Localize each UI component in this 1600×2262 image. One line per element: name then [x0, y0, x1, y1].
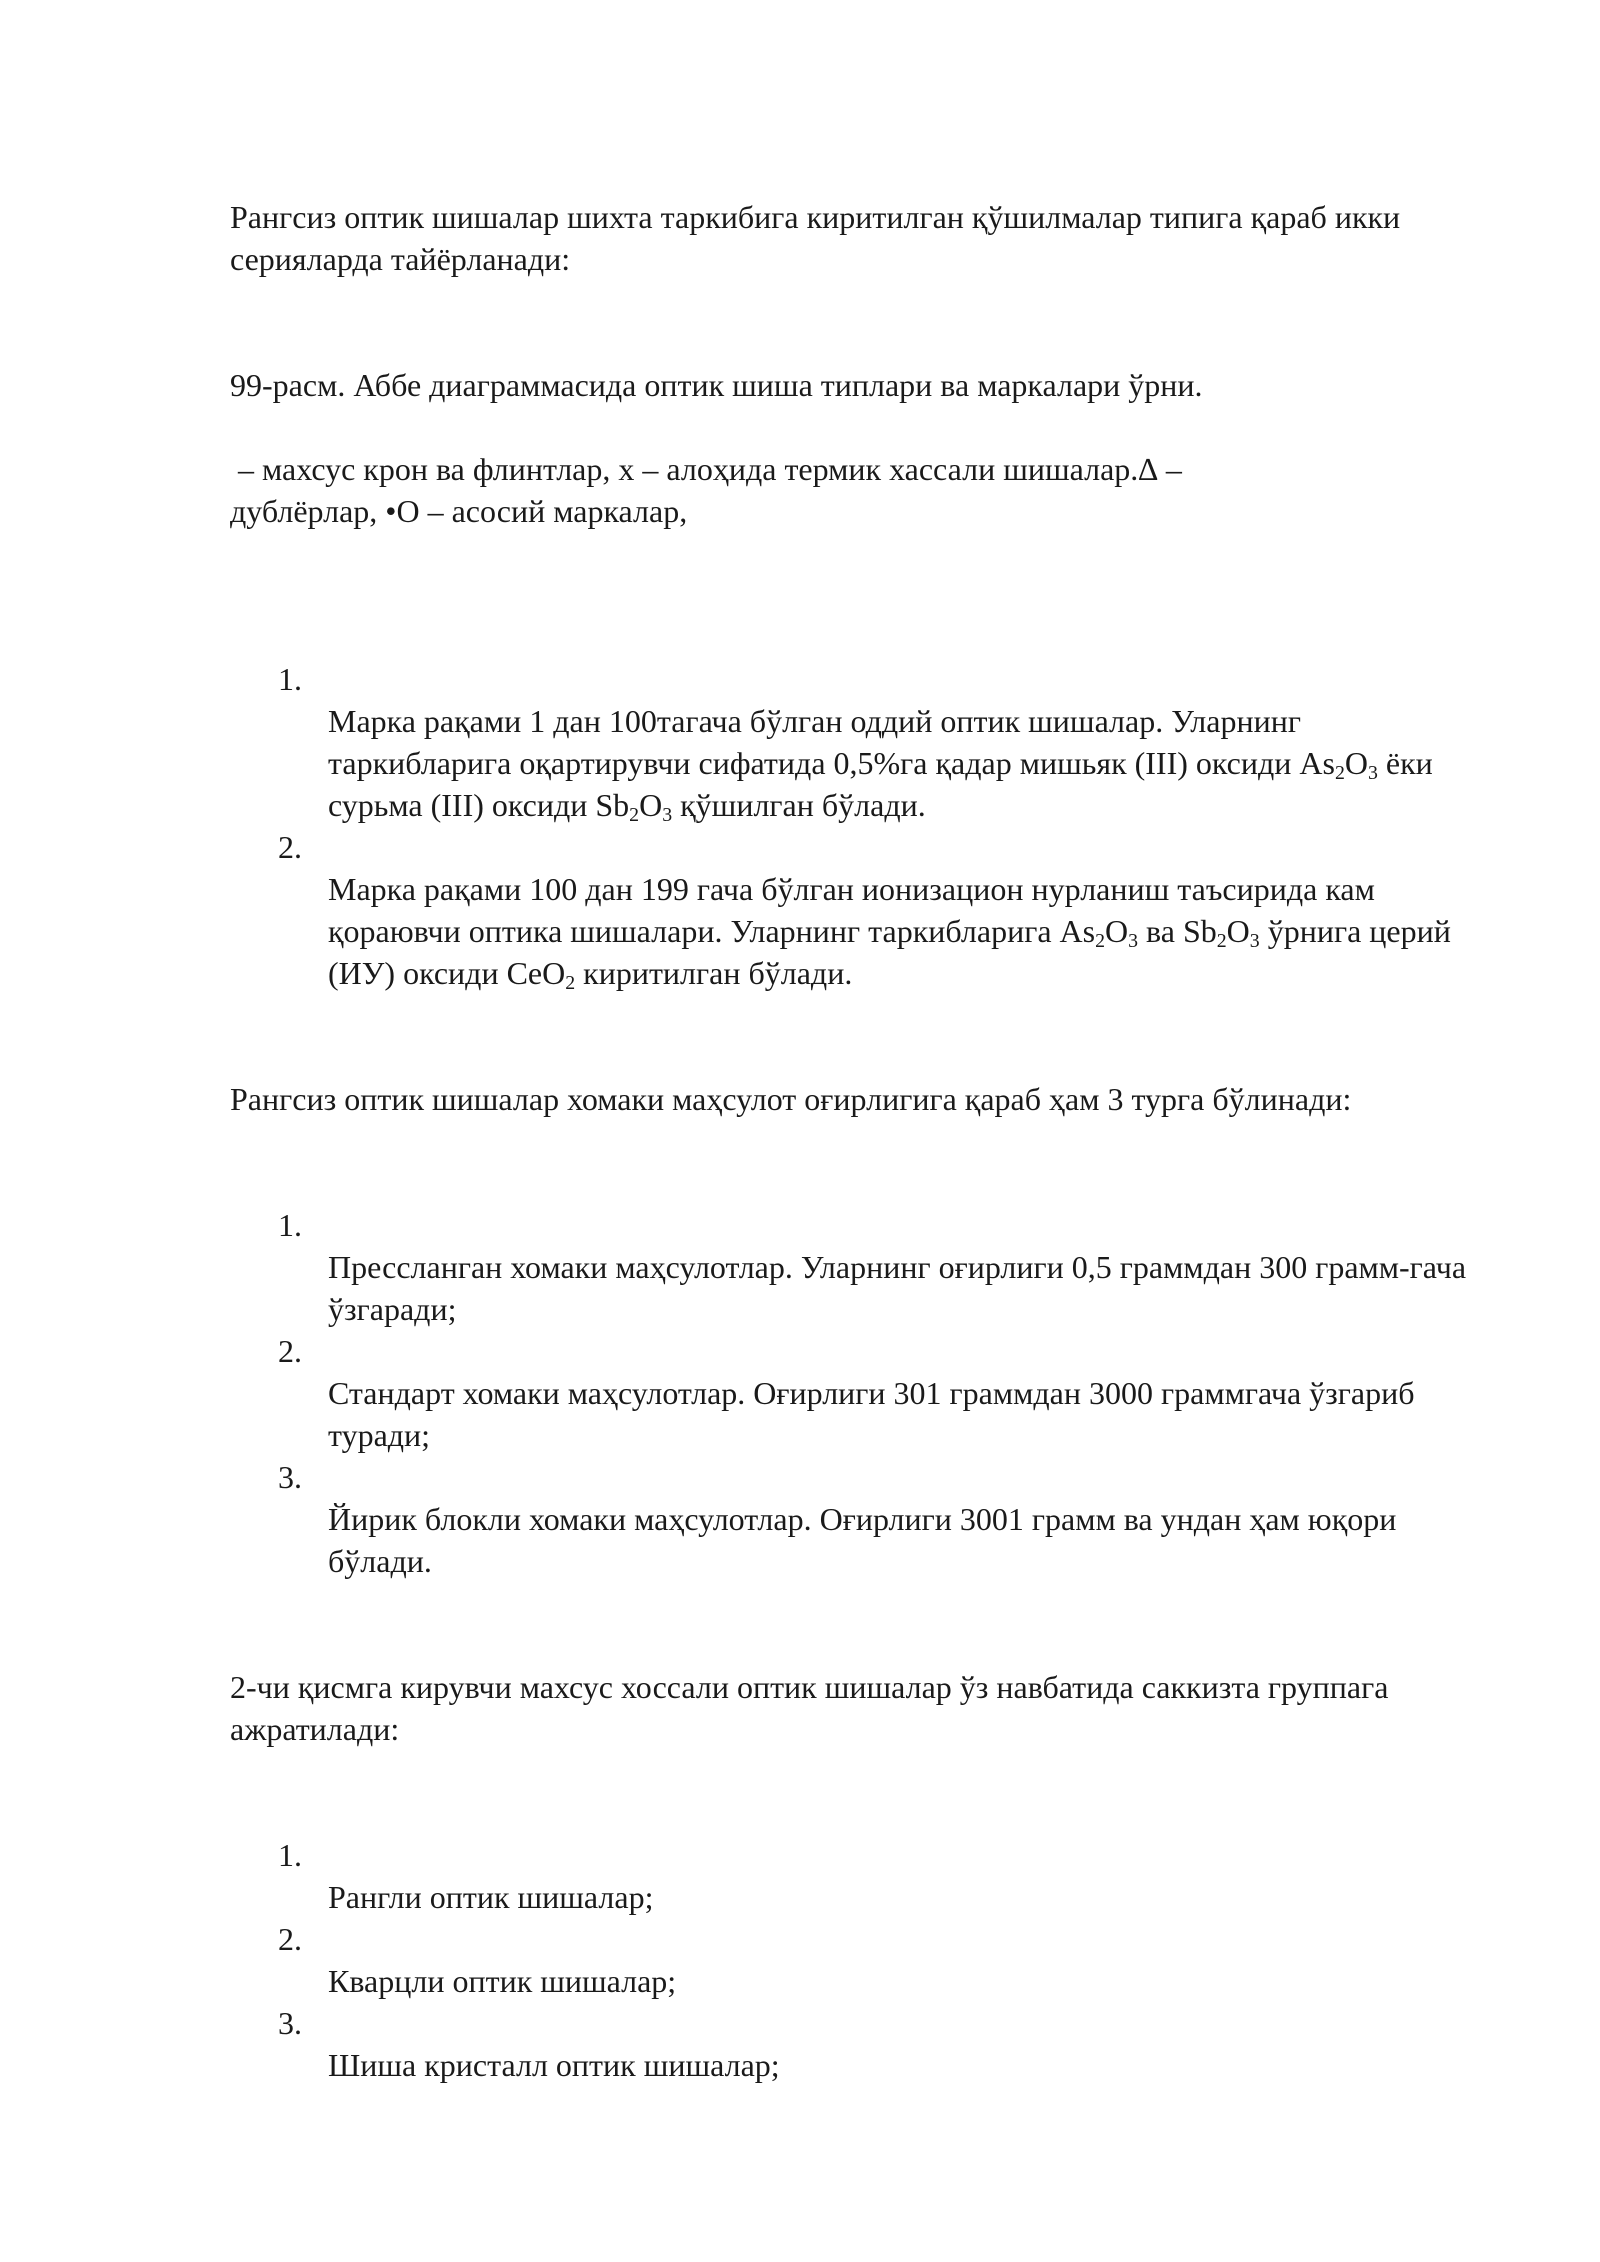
weight-intro-paragraph: Рангсиз оптик шишалар хомаки маҳсулот оғирлигига қараб ҳам 3 турга бўлинади: — [230, 1081, 1352, 1117]
list-text: Рангли оптик шишалар; — [328, 1879, 654, 1915]
list-text: Шиша кристалл оптик шишалар; — [328, 2047, 780, 2083]
list-number: 2. — [278, 1921, 302, 1957]
list-number: 1. — [278, 1837, 302, 1873]
list-number: 3. — [278, 1459, 302, 1495]
list-item — [230, 1834, 1490, 1918]
list-item — [230, 1456, 1490, 1582]
figure-legend — [230, 448, 1490, 532]
list-text: Прессланган хомаки маҳсулотлар. Уларнинг оғирлиги 0,5 граммдан 300 грамм-гача ўзгаради; — [328, 1249, 1467, 1327]
list-item — [230, 826, 1490, 994]
list-number: 1. — [278, 1207, 302, 1243]
list-number: 2. — [278, 829, 302, 865]
list-text: Стандарт хомаки маҳсулотлар. Оғирлиги 301 граммдан 3000 граммгача ўзгариб туради; — [328, 1375, 1415, 1453]
special-intro-paragraph: 2-чи қисмга кирувчи махсус хоссали оптик шишалар ўз навбатида саккизта группага ажратилади: — [230, 1669, 1389, 1747]
list-text: Кварцли оптик шишалар; — [328, 1963, 677, 1999]
list-text: Марка рақами 1 дан 100тагача бўлган оддий оптик шишалар. Уларнинг таркибларига оқартирувчи сифатида 0,5%га қадар мишьяк (III) оксиди $As_2O_3$ ёки сурьма (III) оксиди $Sb_2O_3$ қўшилган бўлади. — [328, 703, 1433, 826]
list-number: 1. — [278, 661, 302, 697]
legend-line-2: дублёрлар, •O – асосий маркалар, — [230, 493, 688, 529]
list-item — [230, 1330, 1490, 1456]
list-number: 3. — [278, 2005, 302, 2041]
list-text: Марка рақами 100 дан 199 гача бўлган ионизацион нурланиш таъсирида кам қораювчи оптика шишалари. Уларнинг таркибларига $As_2O_3$ ва $Sb_2O_3$ ўрнига церий (ИУ) оксиди CeO$_2$ киритилган бўлади. — [328, 871, 1451, 994]
legend-line-1: – махсус крон ва флинтлар, x – алоҳида термик хассали шишалар.∆ – — [230, 451, 1182, 487]
list-item — [230, 1918, 1490, 2002]
list-item — [230, 2002, 1490, 2086]
document-page — [230, 196, 1490, 2086]
list-number: 2. — [278, 1333, 302, 1369]
figure-caption: 99-расм. Аббе диаграммасида оптик шиша типлари ва маркалари ўрни. — [230, 367, 1203, 403]
intro-paragraph: Рангсиз оптик шишалар шихта таркибига киритилган қўшилмалар типига қараб икки серияларда тайёрланади: — [230, 199, 1401, 277]
list-text: Йирик блокли хомаки маҳсулотлар. Оғирлиги 3001 грамм ва ундан ҳам юқори бўлади. — [328, 1501, 1397, 1579]
list-item — [230, 1204, 1490, 1330]
special-list — [230, 1834, 1490, 2086]
list-item — [230, 658, 1490, 826]
series-list — [230, 658, 1490, 994]
weight-list — [230, 1204, 1490, 1582]
